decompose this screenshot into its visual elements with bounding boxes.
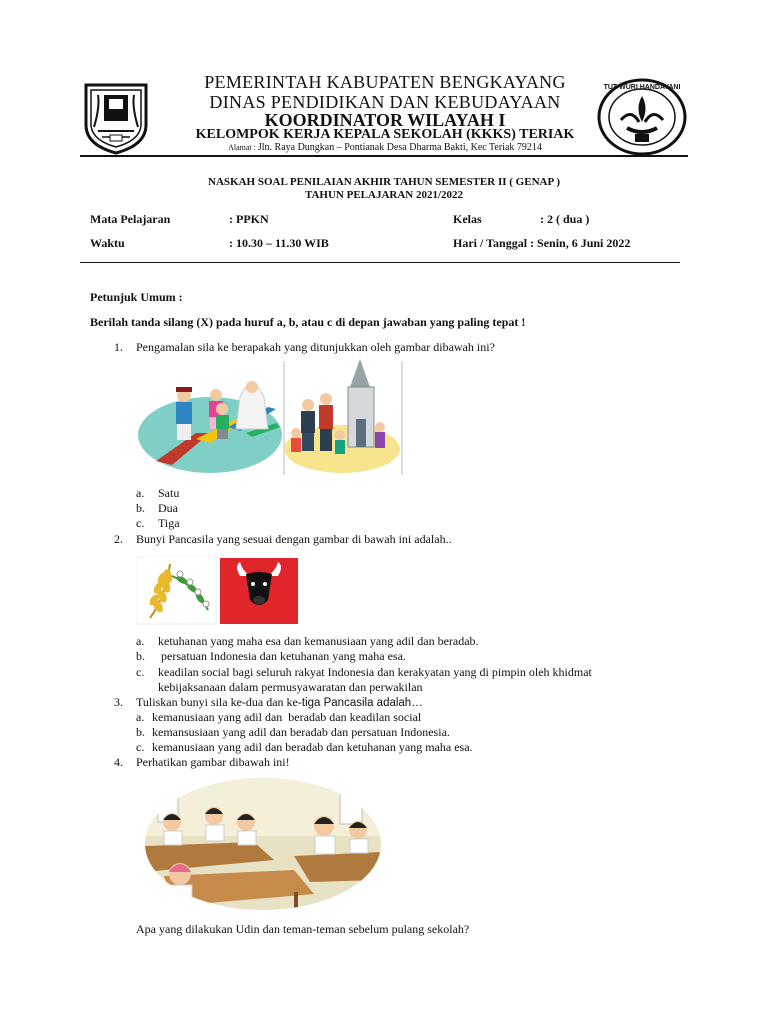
question-number: 4. [114, 755, 123, 769]
option-letter: b. [136, 649, 145, 663]
class-value: : 2 ( dua ) [540, 212, 590, 226]
question-text-sans: tiga Pancasila adalah… [301, 697, 423, 709]
class-label: Kelas [453, 212, 482, 226]
question-number: 3. [114, 695, 123, 709]
subject-value: : PPKN [229, 212, 269, 226]
option-text: Satu [158, 486, 180, 500]
option-letter: c. [136, 740, 145, 754]
q1-illustration [136, 357, 404, 477]
header-address [160, 142, 610, 153]
option-text: kemanusiaan yang adil dan beradab dan keadilan social [152, 710, 422, 724]
option-letter: a. [136, 486, 145, 500]
option-letter: b. [136, 725, 145, 739]
instructions-heading: Petunjuk Umum : [90, 290, 183, 304]
q4-classroom-illustration [144, 776, 382, 912]
option-text: kemansusiaan yang adil dan beradab dan persatuan Indonesia. [152, 725, 450, 739]
option-text: kemanusiaan yang adil dan beradab dan ketuhanan yang maha esa. [152, 740, 473, 754]
header-line-coordinator: KOORDINATOR WILAYAH I [264, 110, 506, 130]
instructions-text: Berilah tanda silang (X) pada huruf a, b, atau c di depan jawaban yang paling tepat ! [90, 315, 526, 329]
exam-year: TAHUN PELAJARAN 2021/2022 [304, 189, 464, 201]
info-divider [80, 262, 680, 263]
option-letter: c. [136, 516, 145, 530]
logo-motto-text: TUT WURI HANDAYANI [603, 84, 681, 91]
subject-label: Mata Pelajaran [90, 212, 171, 226]
option-text: Dua [158, 501, 178, 515]
question-text [136, 695, 423, 710]
question-text: Perhatikan gambar dibawah ini! [136, 755, 290, 769]
option-text: persatuan Indonesia dan ketuhanan yang maha esa. [158, 649, 406, 663]
bengkayang-crest-logo [80, 77, 152, 155]
header-line-government: PEMERINTAH KABUPATEN BENGKAYANG [204, 72, 566, 92]
option-letter: b. [136, 501, 145, 515]
question-text: Pengamalan sila ke berapakah yang ditunjukkan oleh gambar dibawah ini? [136, 340, 495, 354]
question-text-serif: Tuliskan bunyi sila ke-dua dan ke- [136, 695, 302, 709]
option-text: ketuhanan yang maha esa dan kemanusiaan yang adil dan beradab. [158, 634, 479, 648]
header-line-kkks: KELOMPOK KERJA KEPALA SEKOLAH (KKKS) TERIAK [195, 127, 575, 142]
question-number: 1. [114, 340, 123, 354]
question-text: Bunyi Pancasila yang sesuai dengan gambar di bawah ini adalah.. [136, 532, 452, 546]
question-number: 2. [114, 532, 123, 546]
address-text: Jln. Raya Dungkan – Pontianak Desa Dharma Bakti, Kec Teriak 79214 [257, 142, 542, 153]
letterhead-divider [80, 155, 688, 157]
question-followup: Apa yang dilakukan Udin dan teman-teman sebelum pulang sekolah? [136, 922, 470, 936]
time-label: Waktu [90, 236, 125, 250]
header-line-department: DINAS PENDIDIKAN DAN KEBUDAYAAN [209, 92, 561, 112]
option-letter: c. [136, 665, 145, 679]
option-letter: a. [136, 634, 145, 648]
option-text: keadilan social bagi seluruh rakyat Indonesia dan kerakyatan yang di pimpin oleh khidmat [158, 665, 592, 679]
time-value: : 10.30 – 11.30 WIB [229, 236, 329, 250]
option-text: Tiga [158, 516, 180, 530]
exam-title: NASKAH SOAL PENILAIAN AKHIR TAHUN SEMESTER II ( GENAP ) [208, 176, 560, 188]
date-label: Hari / Tanggal : Senin, 6 Juni 2022 [453, 236, 631, 250]
address-label: Alamat : [228, 143, 258, 152]
option-letter: a. [136, 710, 145, 724]
option-text-continuation: kebijaksanaan dalam permusyawaratan dan perwakilan [158, 680, 423, 694]
q2-pancasila-symbols [136, 556, 300, 626]
tut-wuri-handayani-logo [597, 78, 687, 156]
